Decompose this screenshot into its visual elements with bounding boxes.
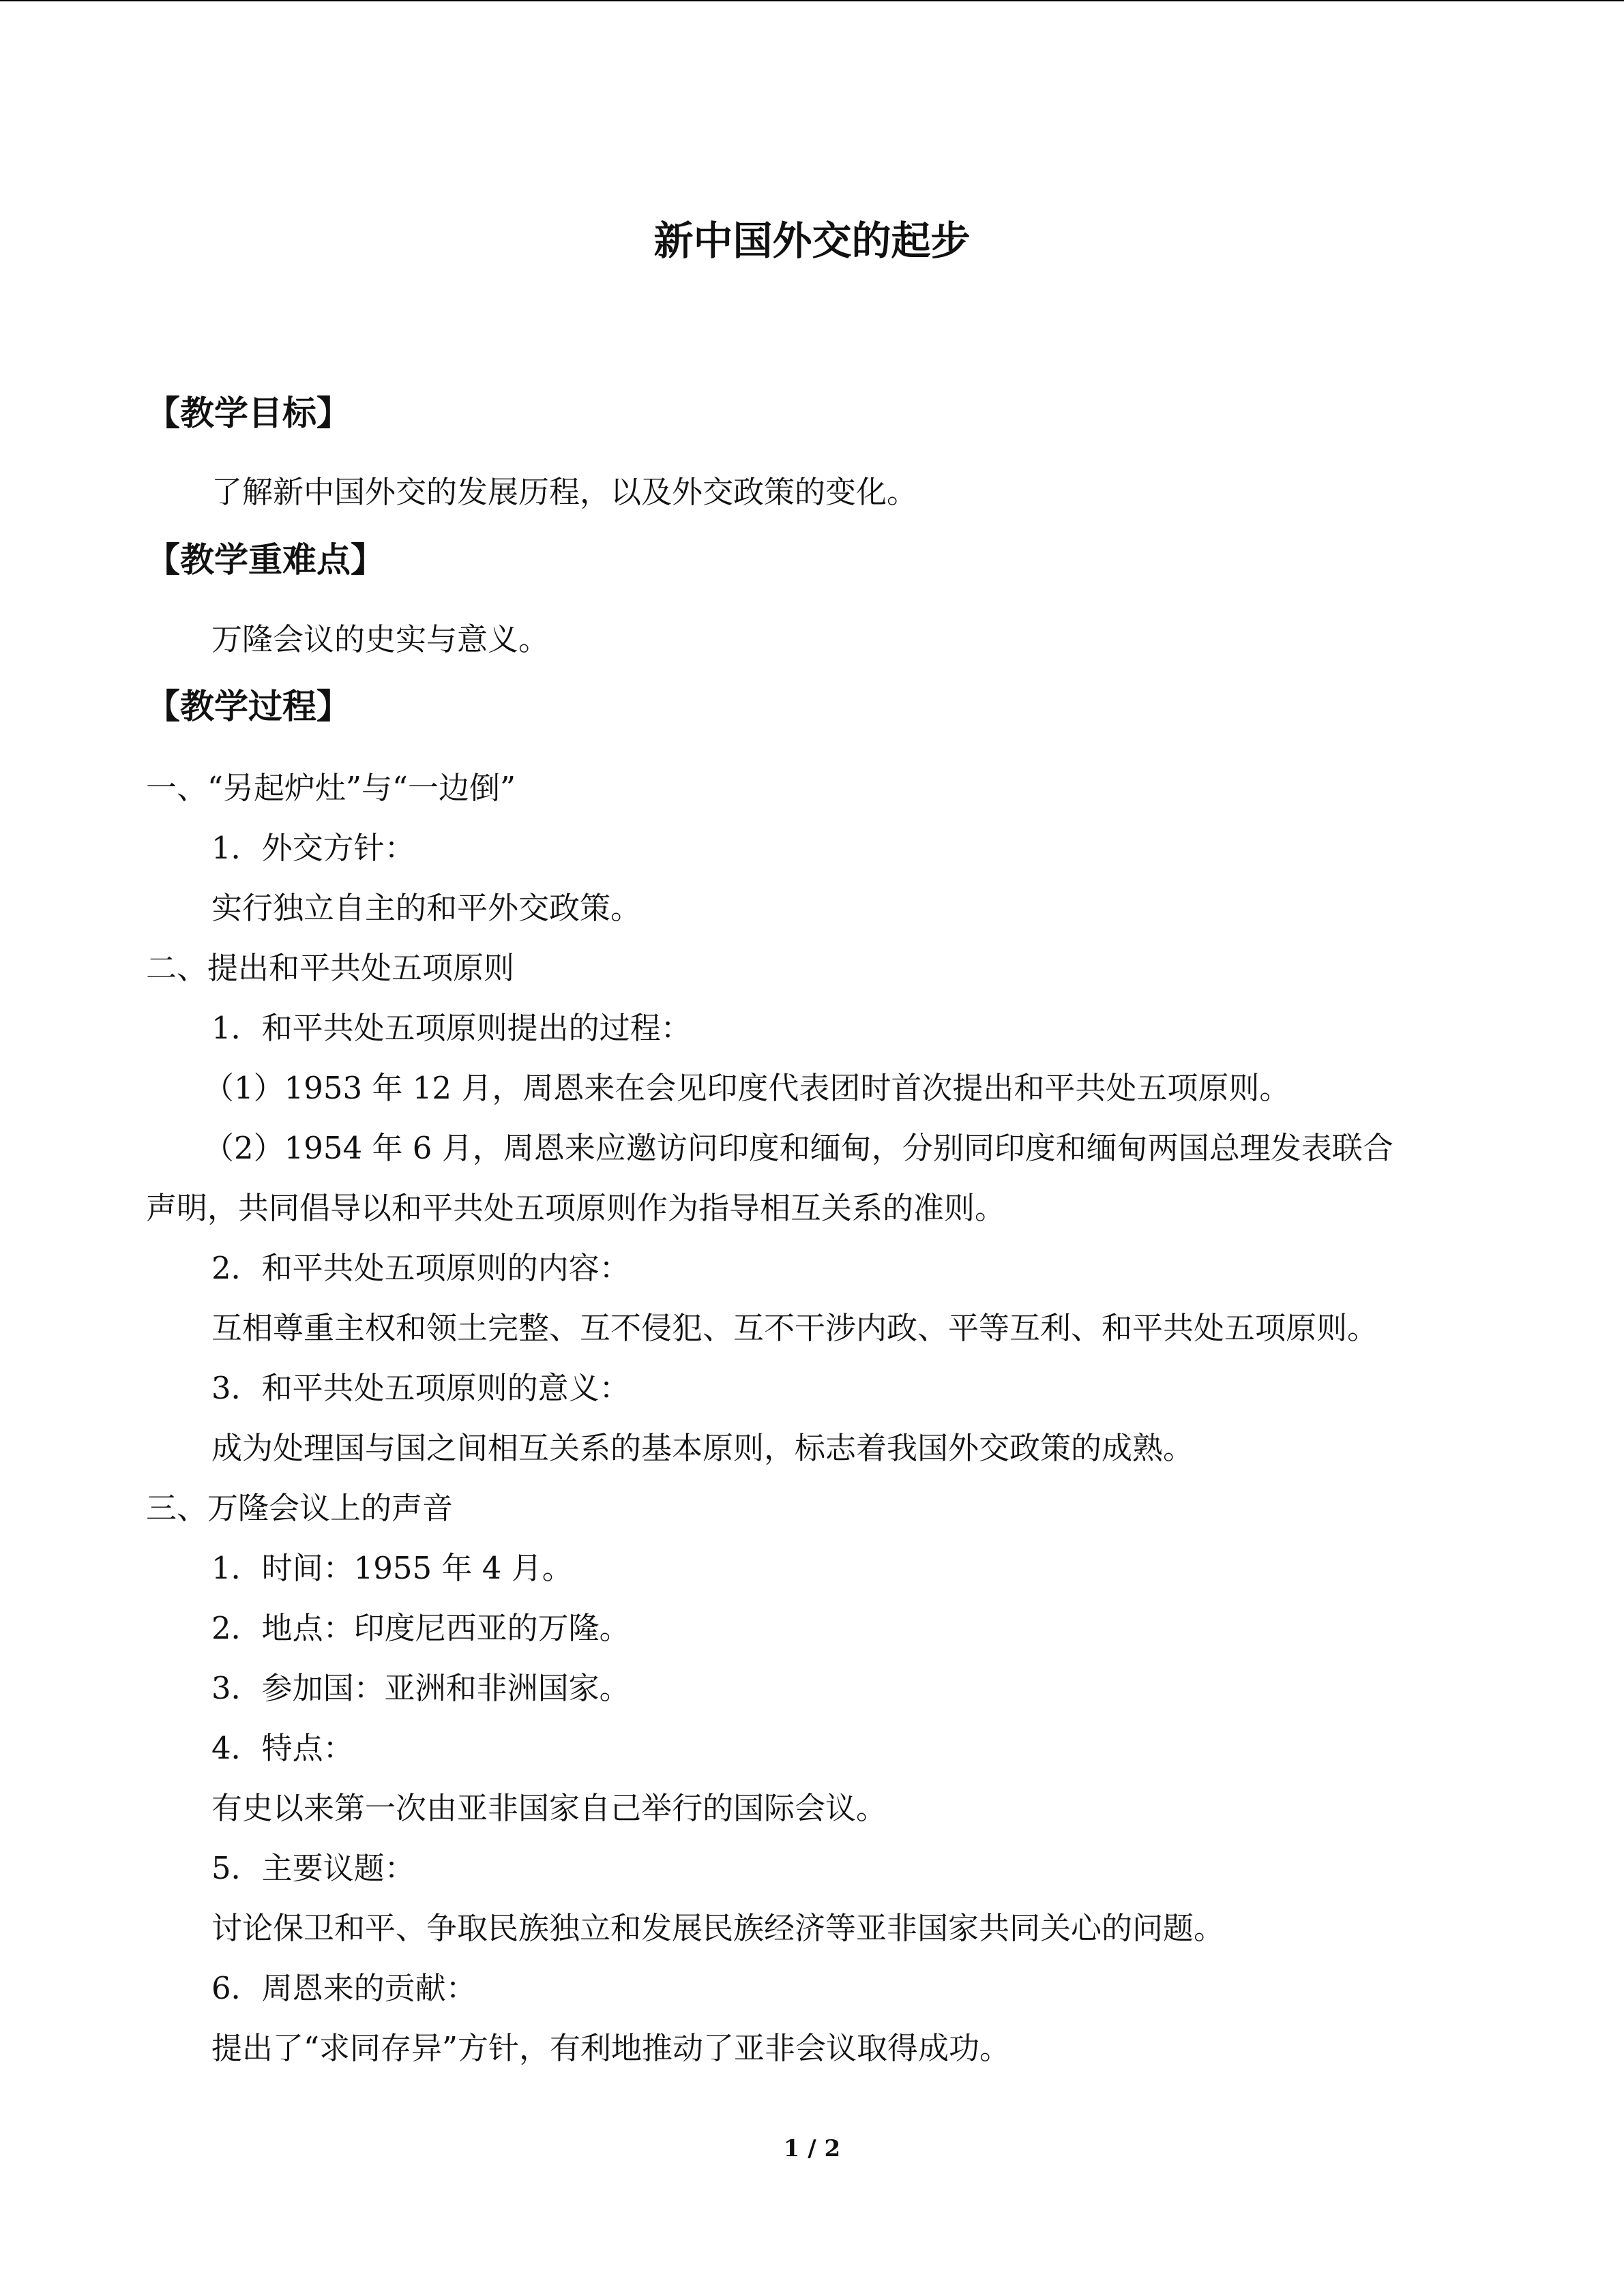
section-three-item-4: 4．特点： xyxy=(211,1730,354,1766)
section-three-item-1: 1．时间：1955 年 4 月。 xyxy=(211,1550,573,1586)
teaching-goals-text: 了解新中国外交的发展历程，以及外交政策的变化。 xyxy=(211,474,918,510)
section-three-item-6-text: 提出了“求同存异”方针，有利地推动了亚非会议取得成功。 xyxy=(211,2030,1011,2066)
section-three-item-6: 6．周恩来的贡献： xyxy=(211,1970,477,2006)
section-one-item-1: 1．外交方针： xyxy=(211,830,415,866)
heading-key-points: 【教学重难点】 xyxy=(146,540,385,580)
section-three-item-5-text: 讨论保卫和平、争取民族独立和发展民族经济等亚非国家共同关心的问题。 xyxy=(211,1910,1225,1946)
section-three-item-5: 5．主要议题： xyxy=(211,1850,415,1886)
section-two-title: 二、提出和平共处五项原则 xyxy=(146,950,515,986)
section-two-item-2: 2．和平共处五项原则的内容： xyxy=(211,1250,630,1286)
key-points-text: 万隆会议的史实与意义。 xyxy=(211,621,550,657)
page-number: 1 / 2 xyxy=(783,2135,841,2162)
heading-teaching-goals: 【教学目标】 xyxy=(146,393,351,433)
document-title: 新中国外交的起步 xyxy=(653,218,971,264)
section-two-item-3-text: 成为处理国与国之间相互关系的基本原则，标志着我国外交政策的成熟。 xyxy=(211,1430,1194,1466)
section-two-item-1-sub-1: （1）1953 年 12 月，周恩来在会见印度代表团时首次提出和平共处五项原则。 xyxy=(203,1070,1290,1106)
section-one-title: 一、“另起炉灶”与“一边倒” xyxy=(146,770,516,806)
section-two-item-3: 3．和平共处五项原则的意义： xyxy=(211,1370,630,1406)
section-two-item-1-sub-2: （2）1954 年 6 月，周恩来应邀访问印度和缅甸，分别同印度和缅甸两国总理发表联合 xyxy=(203,1130,1393,1166)
top-border-line xyxy=(0,0,1624,1)
section-two-item-1-sub-2-cont: 声明，共同倡导以和平共处五项原则作为指导相互关系的准则。 xyxy=(146,1190,1006,1226)
section-three-title: 三、万隆会议上的声音 xyxy=(146,1490,454,1526)
section-two-item-2-text: 互相尊重主权和领土完整、互不侵犯、互不干涉内政、平等互利、和平共处五项原则。 xyxy=(211,1310,1378,1346)
section-three-item-3: 3．参加国：亚洲和非洲国家。 xyxy=(211,1670,630,1706)
section-three-item-4-text: 有史以来第一次由亚非国家自己举行的国际会议。 xyxy=(211,1790,887,1826)
section-one-item-1-text: 实行独立自主的和平外交政策。 xyxy=(211,890,642,926)
section-two-item-1: 1．和平共处五项原则提出的过程： xyxy=(211,1010,692,1046)
heading-teaching-process: 【教学过程】 xyxy=(146,687,351,726)
section-three-item-2: 2．地点：印度尼西亚的万隆。 xyxy=(211,1610,630,1646)
